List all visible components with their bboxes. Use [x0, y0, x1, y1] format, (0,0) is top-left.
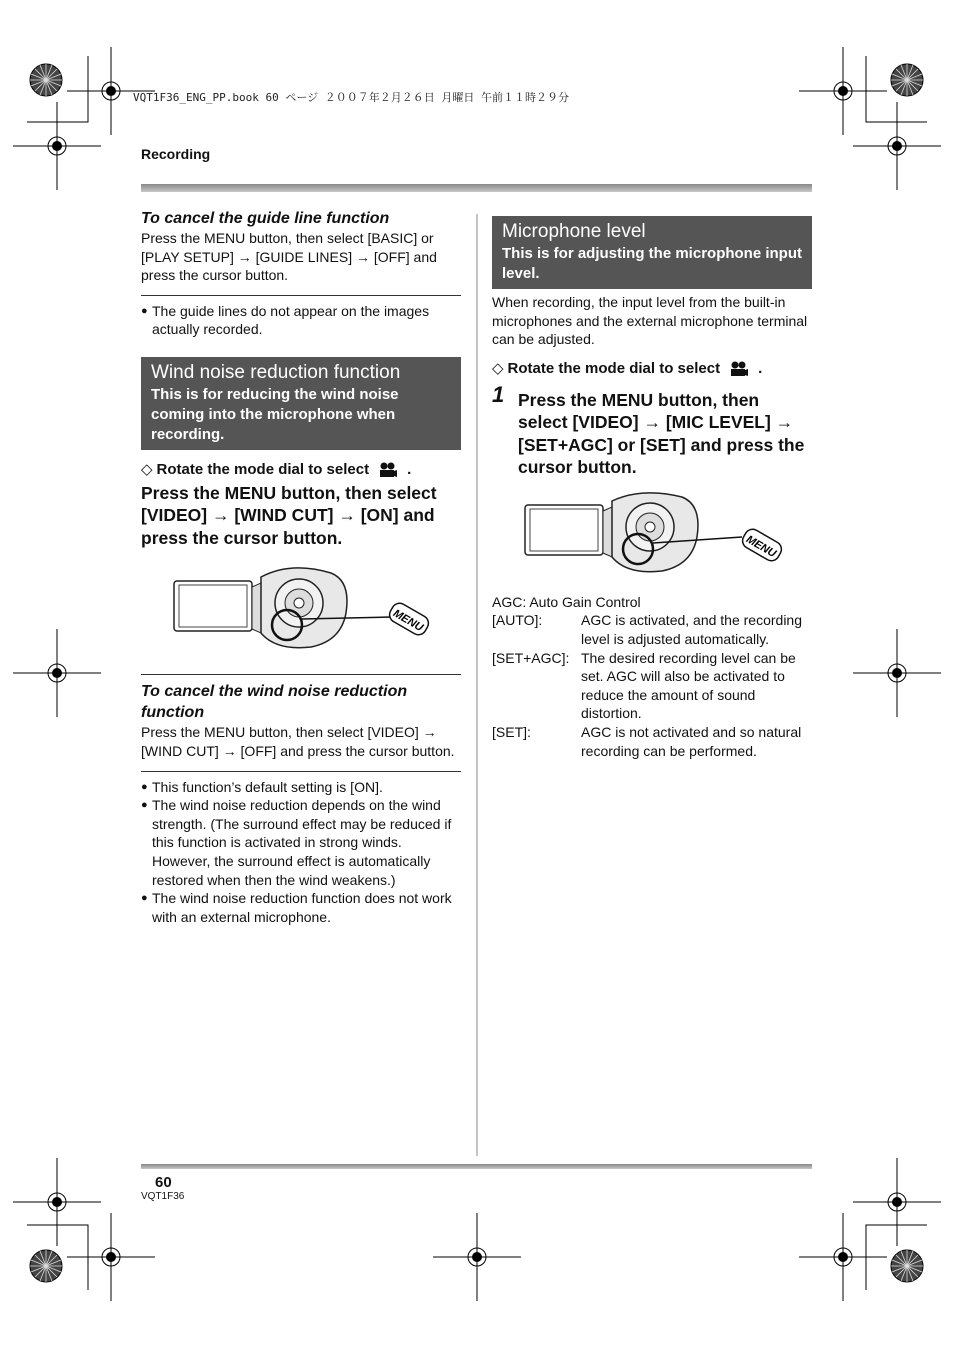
- bullet-icon: ●: [141, 780, 148, 793]
- bullet-icon: ●: [141, 799, 148, 812]
- wind-noise-heading-box: [141, 357, 461, 450]
- step-number: 1: [492, 381, 505, 407]
- mic-intro: When recording, the input level from the built-in microphones and the external microphone terminal can be adjusted.: [492, 294, 808, 348]
- wind-box-title: Wind noise reduction function: [151, 361, 401, 383]
- wind-cancel-title: To cancel the wind noise reduction function: [141, 683, 408, 722]
- definition-value: AGC is activated, and the recording level is adjusted automatically.: [581, 612, 803, 647]
- document-code: VQT1F36: [141, 1191, 185, 1202]
- guide-cancel-body: Press the MENU button, then select [BASIC] or [PLAY SETUP] → [GUIDE LINES] → [OFF] and press the cursor button.: [141, 230, 437, 284]
- divider: [141, 771, 461, 772]
- camcorder-illustration: [492, 491, 812, 581]
- divider: [141, 674, 461, 675]
- definition-row: [492, 649, 812, 723]
- wind-box-subtitle: This is for reducing the wind noise coming into the microphone when recording.: [151, 385, 399, 443]
- definition-value: AGC is not activated and so natural recording can be performed.: [581, 723, 802, 759]
- bottom-rule: [141, 1164, 812, 1169]
- mode-dial-instruction: ◇ Rotate the mode dial to select .: [492, 359, 763, 377]
- definition-value: The desired recording level can be set. AGC will also be activated to reduce the amount of sound distortion.: [581, 649, 796, 722]
- mic-step-instruction: Press the MENU button, then select [VIDEO] → [MIC LEVEL] → [SET+AGC] or [SET] and press the cursor button.: [518, 389, 805, 478]
- right-column: [492, 216, 812, 760]
- section-label: Recording: [141, 146, 211, 162]
- bullet-icon: ●: [141, 304, 148, 317]
- definition-row: [492, 723, 812, 760]
- list-item: ● This function’s default setting is [ON].: [141, 778, 383, 795]
- definition-key: [SET+AGC]:: [492, 649, 570, 666]
- camcorder-illustration: [141, 563, 461, 658]
- left-column: [141, 208, 461, 926]
- diamond-icon: ◇: [492, 359, 504, 377]
- mic-box-subtitle: This is for adjusting the microphone input level.: [502, 245, 802, 282]
- mic-step: [492, 381, 812, 479]
- guide-cancel-title: To cancel the guide line function: [141, 210, 390, 227]
- page-number: 60: [155, 1174, 172, 1191]
- agc-heading: AGC: Auto Gain Control: [492, 593, 641, 610]
- bullet-icon: ●: [141, 892, 148, 905]
- divider: [141, 295, 461, 296]
- list-item: ● The guide lines do not appear on the images actually recorded.: [141, 302, 430, 338]
- wind-cancel-body: Press the MENU button, then select [VIDEO] → [WIND CUT] → [OFF] and press the cursor button.: [141, 724, 455, 760]
- diamond-icon: ◇: [141, 460, 153, 478]
- mic-box-title: Microphone level: [502, 221, 646, 242]
- top-rule: [141, 184, 812, 192]
- mode-dial-instruction: ◇ Rotate the mode dial to select .: [141, 460, 412, 478]
- mic-level-heading-box: [492, 216, 812, 289]
- movie-camera-icon: [379, 462, 397, 478]
- menu-button-label: MENU: [390, 607, 426, 635]
- definition-row: [492, 611, 812, 648]
- column-divider: [476, 214, 478, 1156]
- definition-key: [AUTO]:: [492, 612, 543, 629]
- definition-key: [SET]:: [492, 723, 531, 740]
- list-item: ● The wind noise reduction function does not work with an external microphone.: [141, 890, 452, 925]
- menu-button-label: MENU: [743, 533, 779, 560]
- wind-step-instruction: Press the MENU button, then select [VIDEO] → [WIND CUT] → [ON] and press the cursor button.: [141, 482, 437, 548]
- print-metadata: VQT1F36_ENG_PP.book 60 ページ ２００７年２月２６日 月曜日 午前１１時２９分: [133, 91, 569, 104]
- list-item: ● The wind noise reduction depends on the wind strength. (The surround effect may be reduced if this function is activated in strong winds. However, the surround effect is automatically restored when then the wind weakens.): [141, 797, 452, 888]
- movie-camera-icon: [730, 361, 748, 377]
